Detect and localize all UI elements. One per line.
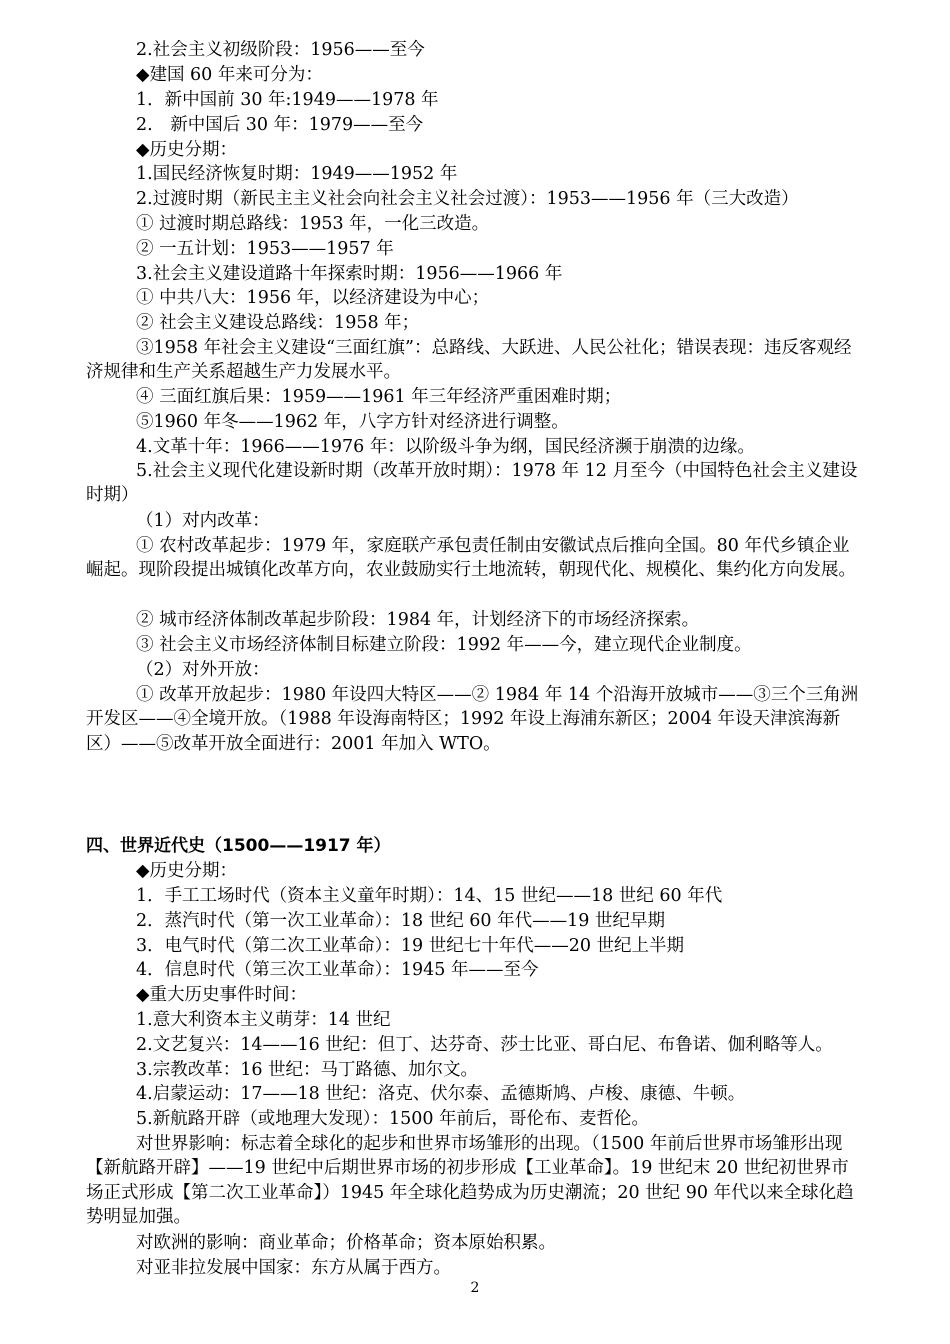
text-line: 1．新中国前 30 年:1949——1978 年 — [136, 90, 439, 110]
text-line: ② 一五计划：1953——1957 年 — [136, 239, 394, 259]
text-line: 4.启蒙运动：17——18 世纪：洛克、伏尔泰、孟德斯鸠、卢梭、康德、牛顿。 — [136, 1084, 746, 1104]
text-paragraph: 5.社会主义现代化建设新时期（改革开放时期）：1978 年 12 月至今（中国特色社会主义建设时期） — [86, 461, 858, 506]
text-line: ④ 三面红旗后果：1959——1961 年三年经济严重困难时期； — [136, 387, 622, 407]
text-line: 3.宗教改革：16 世纪：马丁路德、加尔文。 — [136, 1060, 479, 1080]
text-line: ② 社会主义建设总路线：1958 年； — [136, 313, 420, 333]
text-line: 2. 新中国后 30 年：1979——至今 — [136, 115, 424, 135]
text-line: ② 城市经济体制改革起步阶段：1984 年，计划经济下的市场经济探索。 — [136, 610, 700, 630]
text-line: 对欧洲的影响：商业革命；价格革命；资本原始积累。 — [136, 1233, 556, 1253]
text-line: ◆建国 60 年来可分为： — [136, 65, 323, 85]
text-line: ◆重大历史事件时间： — [136, 985, 307, 1005]
text-line: 1.意大利资本主义萌芽：14 世纪 — [136, 1010, 391, 1030]
text-paragraph: 对世界影响：标志着全球化的起步和世界市场雏形的出现。（1500 年前后世界市场雏形出现【新航路开辟】——19 世纪中后期世界市场的初步形成【工业革命】。19 世纪末 20 世纪初世界市场正式形成【第二次工业革命】）1945 年全球化趋势成为历史潮流；20 世纪 90 年代以来全球化趋势明显加强。 — [86, 1134, 854, 1228]
text-line: 3．电气时代（第二次工业革命）：19 世纪七十年代——20 世纪上半期 — [136, 936, 685, 956]
text-line: （2）对外开放： — [136, 660, 270, 680]
text-line: 2.文艺复兴：14——16 世纪：但丁、达芬奇、莎士比亚、哥白尼、布鲁诺、伽利略等人。 — [136, 1035, 833, 1055]
text-line: 2．蒸汽时代（第一次工业革命）：18 世纪 60 年代——19 世纪早期 — [136, 911, 665, 931]
text-paragraph: ① 改革开放起步：1980 年设四大特区——② 1984 年 14 个沿海开放城市——③三个三角洲开发区——④全境开放。（1988 年设海南特区；1992 年设上海浦东新区；2004 年设天津滨海新区）——⑤改革开放全面进行：2001 年加入 WTO。 — [86, 685, 859, 754]
text-line: ① 中共八大：1956 年，以经济建设为中心； — [136, 288, 490, 308]
text-paragraph: ③1958 年社会主义建设“三面红旗”：总路线、大跃进、人民公社化；错误表现：违反客观经济规律和生产关系超越生产力发展水平。 — [86, 338, 852, 383]
text-line: 1.国民经济恢复时期：1949——1952 年 — [136, 164, 458, 184]
text-line: （1）对内改革： — [136, 511, 270, 531]
page-number: 2 — [470, 1280, 480, 1296]
section-heading: 四、世界近代史（1500——1917 年） — [86, 836, 391, 856]
text-line: 2.社会主义初级阶段：1956——至今 — [136, 40, 425, 60]
text-line: 1．手工工场时代（资本主义童年时期）：14、15 世纪——18 世纪 60 年代 — [136, 886, 723, 906]
text-line: 对亚非拉发展中国家：东方从属于西方。 — [136, 1258, 451, 1278]
text-line: ① 过渡时期总路线：1953 年，一化三改造。 — [136, 214, 490, 234]
text-line: ◆历史分期： — [136, 140, 237, 160]
text-line: 5.新航路开辟（或地理大发现）：1500 年前后，哥伦布、麦哲伦。 — [136, 1109, 650, 1129]
text-line: 3.社会主义建设道路十年探索时期：1956——1966 年 — [136, 264, 563, 284]
text-line: ⑤1960 年冬——1962 年，八字方针对经济进行调整。 — [136, 412, 569, 432]
text-line: 2.过渡时期（新民主主义社会向社会主义社会过渡）：1953——1956 年（三大改造） — [136, 189, 799, 209]
text-paragraph: ① 农村改革起步：1979 年，家庭联产承包责任制由安徽试点后推向全国。80 年代乡镇企业崛起。现阶段提出城镇化改革方向，农业鼓励实行土地流转，朝现代化、规模化、集约化方向发展。 — [86, 536, 856, 581]
text-line: ◆历史分期： — [136, 861, 237, 881]
text-line: 4．信息时代（第三次工业革命）：1945 年——至今 — [136, 960, 539, 980]
text-line: ③ 社会主义市场经济体制目标建立阶段：1992 年——今，建立现代企业制度。 — [136, 635, 752, 655]
text-line: 4.文革十年：1966——1976 年：以阶级斗争为纲，国民经济濒于崩溃的边缘。 — [136, 437, 755, 457]
